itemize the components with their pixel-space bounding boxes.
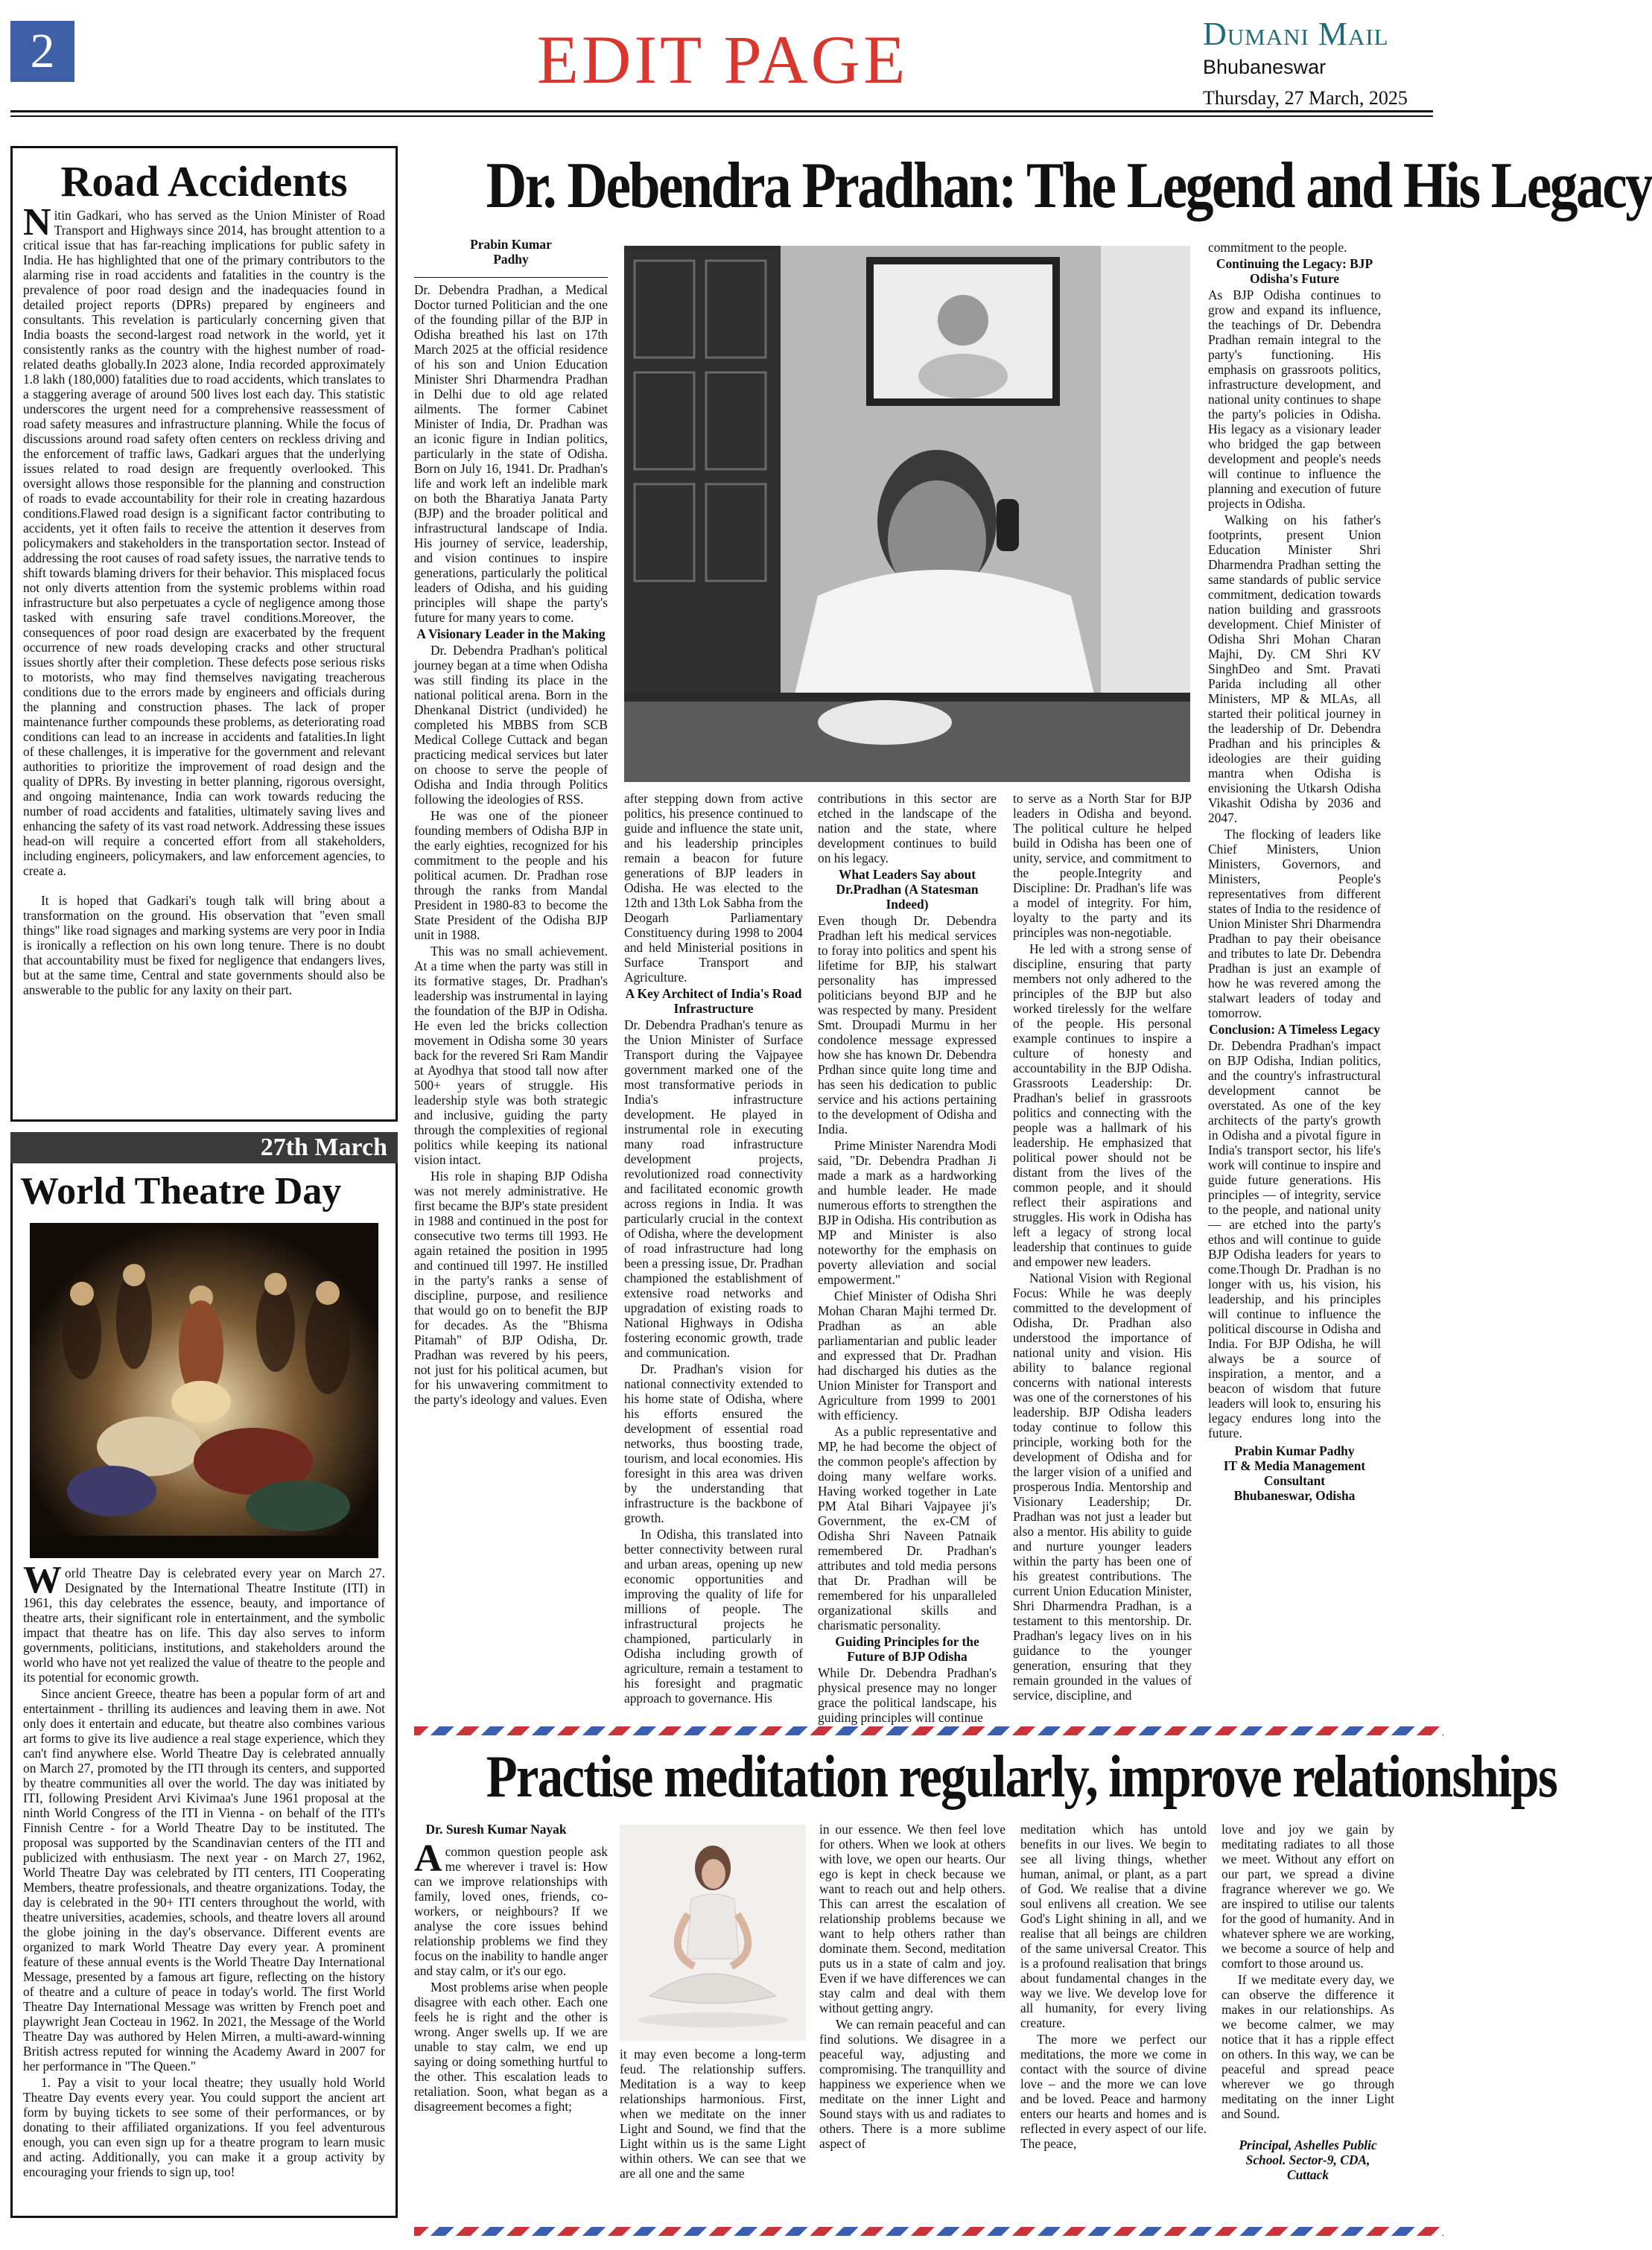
meditation-column-5 (1221, 1822, 1394, 2184)
paragraph: Since ancient Greece, theatre has been a popular form of art and entertainment - thrilling its audiences and leaving them in awe. Not only does it entertain and educate, but theatre also combines various art forms to give its live audience a real stage experience, which they can't find anywhere else. World Theatre Day is celebrated annually on March 27, promoted by the ITI through its centers, and supported by theatre communities all over the world. The day was initiated by ITI, following President Arvi Kivimaa's June 1961 proposal at the ninth World Congress of the ITI in Vienna - on behalf of the ITI's Finnish Centre - for a World Theatre Day to be instituted. The proposal was supported by the Scandinavian centers of the ITI and publicized with enthusiasm. The next year - on March 27, 1962, World Theatre Day was celebrated by ITI centers, ITI Cooperating Members, theatre professionals, and theatre organizations. Today, the day is celebrated in the 90+ ITI centers throughout the world, with theatre universities, academies, schools, and theatre lovers all around the globe joining in the day's observance. Different events are organized to mark World Theatre Day every year. A prominent feature of these annual events is the World Theatre Day International Message, presented by a famous art figure, reflecting on the history of theatre and a culture of peace in today's world. The first World Theatre Day International Message was written by French poet and playwright Jean Cocteau in 1962. In 2021, the Message of the World Theatre Day was authored by Helen Mirren, a multi-award-winning British actress reputed for winning the Academy Award in 2007 for her performance in "The Queen." (23, 1686, 385, 2073)
paragraph: it may even become a long-term feud. The relationship suffers. Meditation is a way to keep relationships harmonious. First, when we meditate on the inner Light and Sound, we find that the Light within us is the same Light within others. We can see that we are all one and the same (620, 2047, 806, 2181)
paragraph: Dr. Pradhan's vision for national connectivity extended to his home state of Odisha, where his efforts ensured the development of essential road networks, thus boosting trade, tourism, and local economies. His foresight in this area was driven by the understanding that infrastructure is the backbone of growth. (624, 1361, 803, 1525)
world-theatre-day-title: World Theatre Day (20, 1170, 342, 1213)
paragraph: The flocking of leaders like Chief Ministers, Union Ministers, Governors, and Ministers, People's representatives from different states of India to the residence of Union Minister Shri Dharmendra Pradhan to pay their obeisance and tributes to late Dr. Debendra Pradhan is just an example of how he was revered among the stalwart leaders of today and tomorrow. (1208, 827, 1381, 1020)
byline-name: Prabin Kumar (470, 237, 552, 252)
paragraph: As BJP Odisha continues to grow and expand its influence, the teachings of Dr. Debendra Pradhan remain integral to the party's functioning. His emphasis on grassroots politics, infrastructure development, and national unity continues to shape the party's policies in Odisha. His legacy as a visionary leader who bridged the gap between development and people's needs will continue to influence the planning and execution of future projects in Odisha. (1208, 287, 1381, 511)
meditation-signoff: Principal, Ashelles Public School. Sector-9, CDA, Cuttack (1239, 2138, 1377, 2182)
left-column (10, 146, 398, 2216)
paragraph: Dr. Debendra Pradhan's tenure as the Union Minister of Surface Transport during the Vajpayee government marked one of the most transformative periods in India's infrastructure development. He played in instrumental role in executing many road infrastructure development projects, revolutionized road connectivity and facilitated economic growth across regions in India. It was particularly crucial in the context of Odisha, where the development of road infrastructure had long been a pressing issue, Dr. Pradhan championed the establishment of extensive road networks and upgradation of existing roads to National Highways in Odisha fostering economic growth, trade and communication. (624, 1017, 803, 1360)
paragraph: Nitin Gadkari, who has served as the Union Minister of Road Transport and Highways since 2014, has brought attention to a critical issue that has far-reaching implications for public safety in India. He has highlighted that one of the primary contributors to the alarming rise in road accidents and fatalities in the country is the prevalence of poor road design and the inadequacies found in detailed project reports (DPRs) prepared by engineers and consultants. This revelation is particularly concerning given that India boasts the second-largest road network in the world, yet it consistently ranks as the country with the highest number of road-related deaths globally.In 2023 alone, India recorded approximately 1.8 lakh (180,000) fatalities due to road accidents, which translates to a staggering average of around 500 lives lost each day. This statistic underscores the urgent need for a comprehensive reassessment of road safety measures and infrastructure planning. While the focus of discussions around road safety often centers on reckless driving and the enforcement of traffic laws, Gadkari argues that the underlying issues related to road design are frequently overlooked. This oversight allows those responsible for the planning and construction of roads to evade accountability for their role in creating hazardous conditions.Flawed road design is a significant factor contributing to accidents, yet it often fails to receive the attention it deserves from policymakers and stakeholders in the transportation sector. Instead of addressing the root causes of road safety issues, the narrative tends to shift towards blaming drivers for their behavior. This misplaced focus not only diverts attention from the systemic problems within road infrastructure but also perpetuates a cycle of negligence among those tasked with ensuring safe travel conditions.Moreover, the consequences of poor road design are exacerbated by the frequent occurrence of new roads developing cracks and other structural issues shortly after their completion. These defects pose serious risks to motorists, who may find themselves navigating treacherous conditions due to the errors made by engineers and officials during the planning and construction phases. The lack of proper maintenance further compounds these problems, as deteriorating road conditions can lead to an increase in accidents and fatalities.In light of these challenges, it is imperative for the government and relevant authorities to prioritize the improvement of road design and the quality of DPRs. By investing in better planning, rigorous oversight, and ongoing maintenance, India can work towards reducing the number of road accidents and fatalities, ultimately saving lives and enhancing the safety of its vast road network. Addressing these issues head-on will require a concerted effort from all stakeholders, including engineers, policymakers, and law enforcement agencies, to create a. (23, 201, 385, 878)
pradhan-headline: Dr. Debendra Pradhan: The Legend and His Legacy (486, 150, 1652, 222)
paragraph: in our essence. We then feel love for others. When we look at others with love, we open our hearts. Our ego is kept in check because we want to reach out and help others. This can arrest the escalation of relationship problems because we want to help others rather than dominate them. Second, meditation puts us in a state of calm and joy. Even if we have differences we can stay calm and deal with them without getting angry. (819, 1822, 1006, 2015)
paragraph: contributions in this sector are etched in the landscape of the nation and the state, where development continues to build on his legacy. (818, 791, 997, 865)
world-theatre-day-body (23, 1559, 385, 2179)
meditation-column-3 (819, 1822, 1006, 2152)
paragraph: We can remain peaceful and can find solutions. We disagree in a peaceful way, adjusting and compromising. The tranquillity and happiness we experience when we meditate on the inner Light and Sound stays with us and radiates to others. There is a more sublime aspect of (819, 2017, 1006, 2151)
paragraph: World Theatre Day is celebrated every year on March 27. Designated by the International Theatre Institute (ITI) in 1961, this day celebrates the essence, beauty, and importance of theatre arts, their significant role in entertainment, and the symbolic impact that theatre has on life. This day also serves to inform governments, politicians, institutions, and stakeholders around the world who have not yet realized the value of theatre to the people and its potential for economic growth. (23, 1559, 385, 1685)
paragraph: 1. Pay a visit to your local theatre; they usually hold World Theatre Day events every year. You could support the ancient art form by buying tickets to see some of their performances, or by donating to their affiliated organizations. If you feel adventurous enough, you can even sign up for a theatre program to learn music and acting. Additionally, you can make it a group activity by encouraging your friends to sign up, too! (23, 2075, 385, 2179)
paragraph: While Dr. Debendra Pradhan's physical presence may no longer grace the political landscape, his guiding principles will continue (818, 1665, 997, 1725)
page-number: 2 (10, 21, 74, 82)
meditation-column-2 (620, 2047, 806, 2182)
byline (414, 237, 608, 267)
paragraph: Chief Minister of Odisha Shri Mohan Charan Majhi termed Dr. Pradhan as an able parliamentarian and public leader and expressed that Dr. Pradhan had discharged his duties as the Union Minister for Transport and Agriculture from 1999 to 2001 with efficiency. (818, 1288, 997, 1423)
paragraph: meditation which has untold benefits in our lives. We begin to see all living things, whether human, animal, or plant, as a part of God. We realise that a divine soul enlivens all creation. We see God's Light shining in all, and we realise that all beings are children of the same universal Creator. This is a profound realisation that brings about fundamental changes in the way we live. We develop love for all humanity, for every living creature. (1020, 1822, 1207, 2030)
subheading: Guiding Principles for the Future of BJP Odisha (835, 1634, 979, 1664)
byline-surname: Padhy (493, 252, 529, 267)
airmail-border-bottom (414, 2227, 1443, 2236)
world-theatre-day-box (10, 1163, 398, 2218)
paragraph: In Odisha, this translated into better connectivity between rural and urban areas, opening up new economic opportunities and improving the quality of life for millions of people. The infrastructural projects he championed, particularly in Odisha including growth of agriculture, remain a testament to his foresight and pragmatic approach to governance. His (624, 1527, 803, 1706)
pradhan-column-4 (1013, 791, 1192, 1704)
paragraph: It is hoped that Gadkari's tough talk will bring about a transformation on the ground. His observation that "even small things" like road signages and marking systems are very poor in India is ironically a reflection on his own long tenure. There is no doubt that accountability must be fixed for negligence that endangers lives, but at the same time, Central and state governments should also be answerable to the public for any laxity on their part. (23, 893, 385, 997)
paragraph: This was no small achievement. At a time when the party was still in its formative stages, Dr. Pradhan's leadership was instrumental in laying the foundation of the BJP in Odisha. He even led the bricks collection movement in Odisha some 30 years back for the revered Sri Ram Mandir at Ayodhya that stood tall now after 500+ years of struggle. His leadership style was both strategic and inclusive, guiding the party through the complexities of regional politics while keeping its national vision intact. (414, 944, 608, 1167)
signoff-name: Prabin Kumar Padhy (1234, 1443, 1355, 1458)
paragraph: to serve as a North Star for BJP leaders in Odisha and beyond. The political culture he helped build in Odisha has been one of unity, service, and commitment to the people.Integrity and Discipline: Dr. Pradhan's life was a model of integrity. For him, loyalty to the party and its principles was non-negotiable. (1013, 791, 1192, 940)
paragraph: The more we perfect our meditations, the more we come in contact with the source of divine love – and the more we can love and be loved. Peace and harmony enters our hearts and homes and is reflected in every aspect of our life. The peace, (1020, 2032, 1207, 2151)
subheading: What Leaders Say about Dr.Pradhan (A Statesman Indeed) (836, 867, 979, 912)
subheading: Continuing the Legacy: BJP Odisha's Future (1216, 256, 1373, 286)
subheading: Conclusion: A Timeless Legacy (1209, 1022, 1380, 1037)
paragraph: National Vision with Regional Focus: While he was deeply committed to the development of Odisha, Dr. Pradhan also understood the importance of national unity and vision. His ability to balance regional concerns with national interests was one of the cornerstones of his leadership. BJP Odisha leaders today continue to follow this principle, working both for the development of Odisha and for the larger vision of a unified and prosperous India. Mentorship and Visionary Leadership; Dr. Pradhan was not just a leader but also a mentor. His ability to guide and nurture younger leaders within the party has been one of his greatest contributions. The current Union Education Minister, Shri Dharmendra Pradhan, is a testament to this mentorship. Dr. Pradhan's legacy lives on in his guidance to the younger generation, ensuring that they remain grounded in the values of service, discipline, and (1013, 1271, 1192, 1703)
meditation-column-4 (1020, 1822, 1207, 2152)
road-accidents-body (23, 201, 385, 997)
meditation-byline: Dr. Suresh Kumar Nayak (425, 1822, 567, 1837)
stage-photo (30, 1223, 378, 1558)
paragraph: He led with a strong sense of discipline, ensuring that party members not only adhered to the principles of the BJP but also worked tirelessly for the welfare of the people. His personal example continues to inspire a culture of honesty and accountability in the BJP Odisha. Grassroots Leadership: Dr. Pradhan's belief in grassroots politics and connecting with the people was a hallmark of his leadership. He emphasized that political power should not be distant from the lives of the common people, and it should reflect their aspirations and struggles. His work in Odisha has left a legacy of strong local leadership that continues to guide and empower new leaders. (1013, 941, 1192, 1269)
pradhan-column-5 (1208, 240, 1381, 1503)
section-label: EDIT PAGE (536, 22, 909, 98)
paragraph: Dr. Debendra Pradhan's political journey began at a time when Odisha was still finding its place in the national political arena. Born in the Dhenkanal District (undivided) he completed his MBBS from SCB Medical College Cuttack and began practicing medical services but later on choose to serve the people of Odisha and India through Politics following the ideologies of RSS. (414, 643, 608, 807)
subheading: A Key Architect of India's Road Infrastructure (625, 986, 802, 1016)
brand-name: Dumani Mail (1203, 16, 1389, 52)
road-accidents-box (10, 146, 398, 1122)
paragraph: commitment to the people. (1208, 240, 1347, 255)
event-date-bar: 27th March (10, 1132, 398, 1163)
airmail-border-top (414, 1726, 1443, 1735)
meditation-column-1 (414, 1822, 608, 2115)
paragraph: love and joy we gain by meditating radiates to all those we meet. Without any effort on our part, we spread a divine fragrance wherever we go. We are inspired to utilise our talents for the good of humanity. And in whatever sphere we are working, we become a source of help and comfort to those around us. (1221, 1822, 1394, 1971)
paragraph: after stepping down from active politics, his presence continued to guide and influence the state unit, and his leadership principles remain a beacon for future generations of BJP leaders in Odisha. He was elected to the 12th and 13th Lok Sabha from the Deogarh Parliamentary Constituency during 1998 to 2004 and held Ministerial positions in Surface Transport and Agriculture. (624, 791, 803, 985)
article-signoff (1208, 1443, 1381, 1503)
issue-date: Thursday, 27 March, 2025 (1203, 87, 1408, 109)
pradhan-column-1 (414, 237, 608, 1408)
city: Bhubaneswar (1203, 56, 1327, 78)
masthead (1203, 16, 1434, 115)
paragraph: As a public representative and MP, he had become the object of the common people's affection by doing many welfare works. Having worked together in Late PM Atal Bihari Vajpayee ji's Government, the ex-CM of Odisha Shri Naveen Patnaik remembered Dr. Pradhan's attributes and told media persons that Dr. Pradhan will be remembered for his unparalleled organizational skills and charismatic personality. (818, 1424, 997, 1633)
portrait-photo (624, 246, 1190, 782)
paragraph: If we meditate every day, we can observe the difference it makes in our relationships. As we become calmer, we may notice that it has a ripple effect on others. In this way, we can be peaceful and spread peace wherever we go through meditating on the inner Light and Sound. (1221, 1972, 1394, 2121)
meditation-photo (620, 1825, 806, 2041)
signoff-role: IT & Media Management Consultant (1223, 1458, 1366, 1488)
pradhan-column-2 (624, 791, 803, 1707)
paragraph: His role in shaping BJP Odisha was not merely administrative. He first became the BJP's state president in 1988 and continued in the post for consecutive two terms till 1993. He again retained the position in 1995 and continued till 1997. He instilled in the party's ranks a sense of discipline, purpose, and resilience that would go on to benefit the BJP for decades. As the "Bhisma Pitamah" of BJP Odisha, Dr. Pradhan was revered by his peers, not just for his political acumen, but for his unwavering commitment to the party's ideology and values. Even (414, 1169, 608, 1407)
pradhan-column-3 (818, 791, 997, 1726)
paragraph: Walking on his father's footprints, present Union Education Minister Shri Dharmendra Pradhan setting the same standards of public service commitment, dedication towards nation building and grassroots development. Chief Minister of Odisha Shri Mohan Charan Majhi, Dy. CM Shri KV SinghDeo and Smt. Pravati Parida including all other Ministers, MP & MLAs, all started their political journey in the leadership of Dr. Debendra Pradhan and his principles & ideologies are their guiding mantra when Odisha is envisioning the Utkarsh Odisha Vikashit Odisha by 2036 and 2047. (1208, 512, 1381, 825)
road-accidents-title: Road Accidents (60, 157, 348, 206)
header-rule-thin (10, 115, 1433, 117)
paragraph: Acommon question people ask me wherever i travel is: How can we improve relationships with family, loved ones, friends, co-workers, or neighbours? If we analyse the core issues behind relationship problems we find they focus on the inability to handle anger and stay calm, or it's our ego. (414, 1837, 608, 1978)
subheading: A Visionary Leader in the Making (416, 626, 606, 641)
paragraph: Dr. Debendra Pradhan's impact on BJP Odisha, Indian politics, and the country's infrastructural development cannot be overstated. As one of the key architects of the party's growth in Odisha and a pivotal figure in India's transport sector, his life's work will continue to inspire and guide future generations. His principles — of integrity, service to the people, and national unity — are etched into the party's ethos and will continue to guide BJP Odisha leaders for years to come.Though Dr. Pradhan is no longer with us, his vision, his leadership, and his principles will continue to influence the political discourse in Odisha and India. For BJP Odisha, he will always be a source of inspiration, a mentor, and a beacon of wisdom that future leaders will look to, ensuring his legacy endures long into the future. (1208, 1038, 1381, 1440)
header-rule (10, 110, 1433, 112)
paragraph: He was one of the pioneer founding members of Odisha BJP in the early eighties, recognized for his commitment to the people and his political acumen. Dr. Pradhan rose through the ranks from Mandal President in 1980-83 to become the State President of the Odisha BJP unit in 1988. (414, 808, 608, 942)
paragraph: Even though Dr. Debendra Pradhan left his medical services to foray into politics and spent his lifetime for BJP, his stalwart personality has impressed politicians beyond BJP and he was respected by many. President Smt. Droupadi Murmu in her condolence message expressed how she has known Dr. Debendra Prdhan since quite long time and has seen his dedication to public service and his actions pertaining to the development of Odisha and India. (818, 913, 997, 1137)
meditation-headline: Practise meditation regularly, improve relationships (486, 1744, 1557, 1810)
paragraph: Prime Minister Narendra Modi said, "Dr. Debendra Pradhan Ji made a mark as a hardworking and humble leader. He made numerous efforts to strengthen the BJP in Odisha. His contribution as MP and Minister is also noteworthy for the emphasis on poverty alleviation and social empowerment." (818, 1138, 997, 1287)
paragraph: Most problems arise when people disagree with each other. Each one feels he is right and the other is wrong. Anger swells up. If we are unable to stay calm, we end up saying or doing something hurtful to the other. This escalation leads to retaliation. Soon, what began as a disagreement becomes a fight; (414, 1980, 608, 2114)
paragraph: Dr. Debendra Pradhan, a Medical Doctor turned Politician and the one of the founding pillar of the BJP in Odisha breathed his last on 17th March 2025 at the official residence of his son and Union Education Minister Shri Dharmendra Pradhan in Delhi due to old age related ailments. The former Cabinet Minister of India, Dr. Pradhan was an iconic figure in Indian politics, particularly in the state of Odisha. Born on July 16, 1941. Dr. Pradhan's life and work left an indelible mark on both the Bharatiya Janata Party (BJP) and the broader political and infrastructural landscape of India. His journey of service, leadership, and vision continues to inspire generations, particularly the political leaders of Odisha, and his guiding principles will shape the party's future for many years to come. (414, 282, 608, 625)
signoff-place: Bhubaneswar, Odisha (1233, 1488, 1356, 1503)
